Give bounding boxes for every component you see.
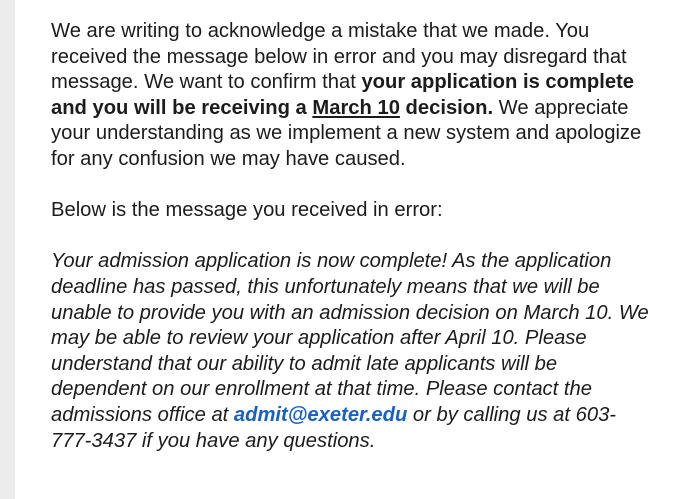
quoted-text-1: Your admission application is now complete! As the application deadline has passed, this unfortunately means that we will be unable to provide you with an admission decision on March 10. We may be able to review your application after April 10. Please understand that our ability to admit late applicants will be dependent on our enrollment at that time. Please contact the admissions office at [51,250,649,426]
intro-bold-1: your application is complete and you will be receiving a [51,71,635,119]
acknowledgement-paragraph [51,19,651,173]
below-heading: Below is the message you received in error: [51,199,443,222]
email-message-body [51,19,651,454]
admissions-email-link[interactable]: admit@exeter.edu [233,403,408,426]
quoted-original-message [51,249,651,454]
left-gutter [0,0,15,499]
intro-text-1: We are writing to acknowledge a mistake that we made. You received the message below in error and you may disregard that message. We want to confirm that [51,20,627,94]
intro-text-2: We appreciate your understanding as we implement a new system and apologize for any confusion we may have caused. [51,96,642,170]
intro-bold-2: decision. [399,96,494,119]
quoted-text-2: or by calling us at 603-777-3437 if you have any questions. [51,403,617,452]
decision-date: March 10 [312,96,400,119]
